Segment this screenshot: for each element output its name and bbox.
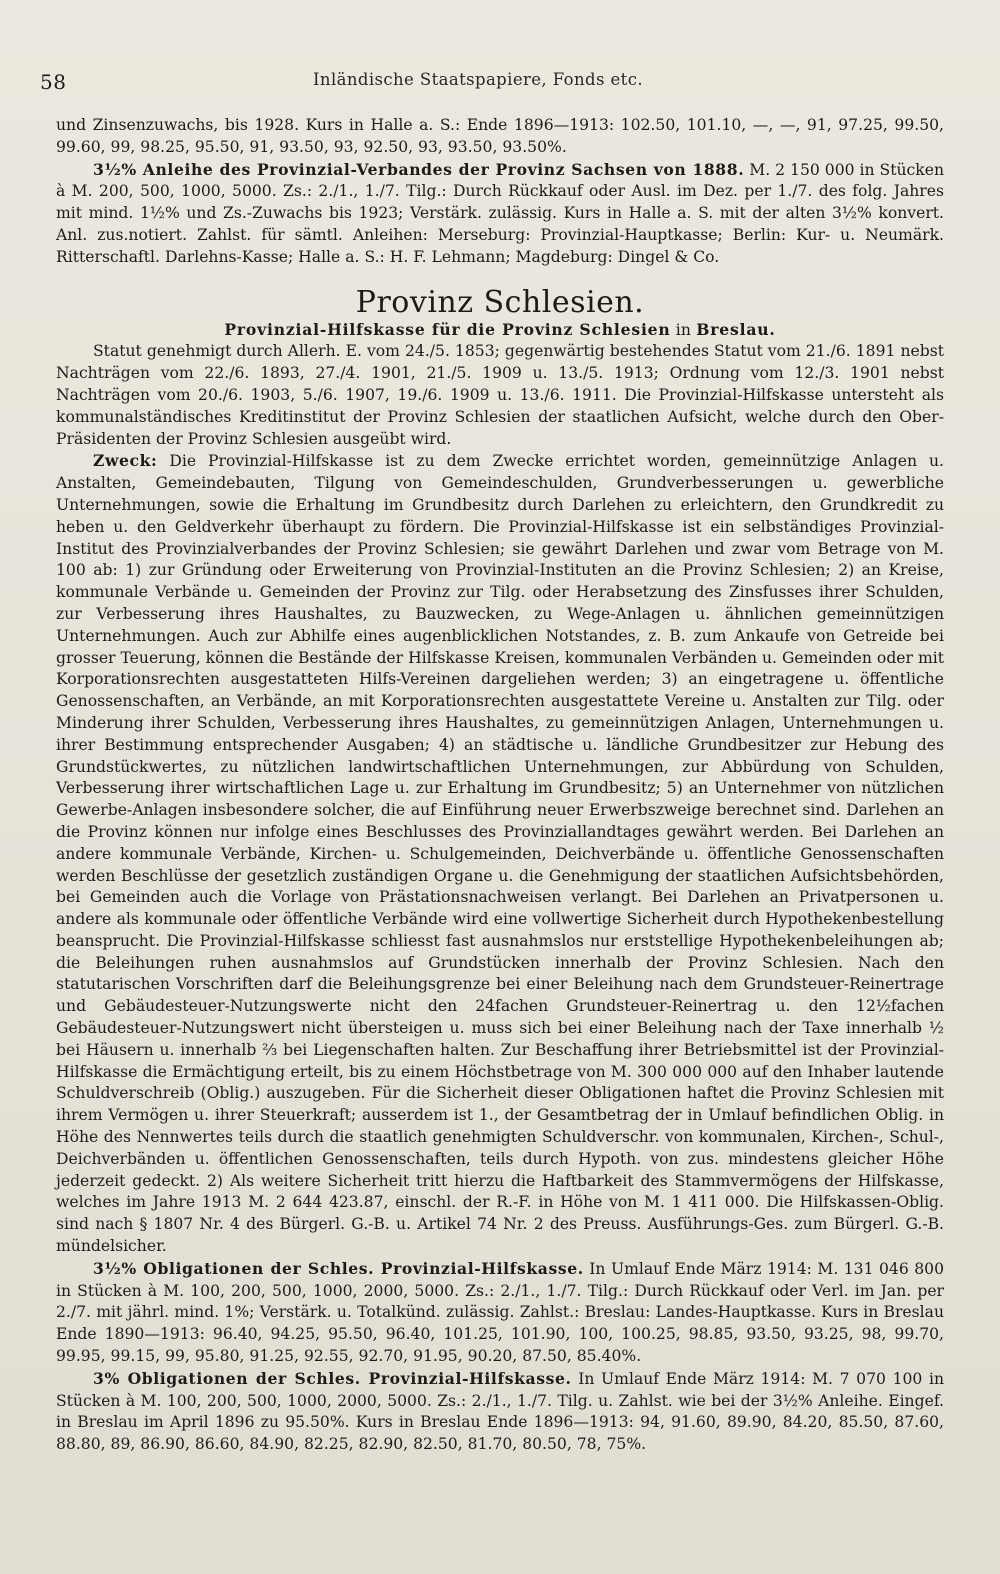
subsection-title-in: in bbox=[670, 320, 697, 339]
running-head bbox=[0, 70, 1000, 94]
zweck-text: Die Provinzial-Hilfskasse ist zu dem Zwecke errichtet worden, gemeinnützige Anlagen u. Anstalten, Gemeindebauten, Tilgung von Gemeindeschulden, Grundverbesserungen u. gewerbliche Unternehmungen, sowie die Erhaltung im Grundbesitz durch Darlehen zu erleichtern, den Grundkredit zu heben u. den Geldverkehr überhaupt zu fördern. Die Provinzial-Hilfskasse ist ein selbständiges Provinzial-Institut des Provinzialverbandes der Provinz Schlesien; sie gewährt Darlehen und zwar vom Betrage von M. 100 ab: 1) zur Gründung oder Erweiterung von Provinzial-Instituten an die Provinz Schlesien; 2) an Kreise, kommunale Verbände u. Gemeinden der Provinz zur Tilg. oder Herabsetzung des Zinsfusses ihrer Schulden, zur Verbesserung ihres Haushaltes, zu Bauzwecken, zu Wege-Anlagen u. ähnlichen gemeinnützigen Unternehmungen. Auch zur Abhilfe eines augenblicklichen Notstandes, z. B. zum Ankaufe von Getreide bei grosser Teuerung, können die Bestände der Hilfskasse Kreisen, kommunalen Verbänden u. Gemeinden oder mit Korporationsrechten ausgestatteten Hilfs-Vereinen dargeliehen werden; 3) an eingetragene u. öffentliche Genossenschaften, an Verbände, an mit Korporationsrechten ausgestattete Vereine u. Anstalten zur Tilg. oder Minderung ihrer Schulden, Verbesserung ihres Haushaltes, zu gemeinnützigen Anlagen, Unternehmungen u. ihrer Bestimmung entsprechender Ausgaben; 4) an städtische u. ländliche Grundbesitzer zur Hebung des Grundstückwertes, zu nützlichen landwirtschaftlichen Unternehmungen, zur Abbürdung von Schulden, Verbesserung ihrer wirtschaftlichen Lage u. zur Erhaltung im Grundbesitz; 5) an Unternehmer von nützlichen Gewerbe-Anlagen insbesondere solcher, die auf Einführung neuer Erwerbszweige berechnet sind. Darlehen an die Provinz können nur infolge eines Beschlusses des Provinziallandtages gewährt werden. Bei Darlehen an andere kommunale Verbände, Kirchen- u. Schulgemeinden, Deichverbände u. öffentliche Genossenschaften werden Beschlüsse der gesetzlich zuständigen Organe u. die Genehmigung der staatlichen Aufsichtsbehörden, bei Gemeinden auch die Vorlage von Prästationsnachweisen verlangt. Bei Darlehen an Privatpersonen u. andere als kommunale oder öffentliche Verbände wird eine vollwertige Sicherheit durch Hypothekenbestellung beansprucht. Die Provinzial-Hilfskasse schliesst fast ausnahmslos nur erststellige Hypothekenbeleihungen ab; die Beleihungen ruhen ausnahmslos auf Grundstücken innerhalb der Provinz Schlesien. Nach den statutarischen Vorschriften darf die Beleihungsgrenze bei einer Beleihung nach dem Grundsteuer-Reinertrage und Gebäudesteuer-Nutzungswerte nicht den 24fachen Grundsteuer-Reinertrag u. den 12½fachen Gebäudesteuer-Nutzungswert nicht übersteigen u. muss sich bei einer Beleihung nach der Taxe innerhalb ½ bei Häusern u. innerhalb ⅔ bei Liegenschaften halten. Zur Beschaffung ihrer Betriebsmittel ist der Provinzial-Hilfskasse die Ermächtigung erteilt, bis zu einem Höchstbetrage von M. 300 000 000 auf den Inhaber lautende Schuldverschreib (Oblig.) auszugeben. Für die Sicherheit dieser Obligationen haftet die Provinz Schlesien mit ihrem Vermögen u. ihrer Steuerkraft; ausserdem ist 1., der Gesamtbetrag der in Umlauf befindlichen Oblig. in Höhe des Nennwertes teils durch die staatlich genehmigten Schuldverschr. von kommunalen, Kirchen-, Schul-, Deichverbänden u. öffentlichen Genossenschaften, teils durch Hypoth. von zus. mindestens gleicher Höhe jederzeit gedeckt. 2) Als weitere Sicherheit tritt hierzu die Haftbarkeit des Stammvermögens der Hilfskasse, welches im Jahre 1913 M. 2 644 423.87, einschl. der R.-F. in Höhe von M. 1 411 000. Die Hilfskassen-Oblig. sind nach § 1807 Nr. 4 des Bürgerl. G.-B. u. Artikel 74 Nr. 2 des Preuss. Ausführungs-Ges. zum Bürgerl. G.-B. mündelsicher. bbox=[56, 452, 944, 1256]
obligationen-3-5-text: In Umlauf Ende März 1914: M. 131 046 800 in Stücken à M. 100, 200, 500, 1000, 2000, 5000. Zs.: 2./1., 1./7. Tilg.: Durch Rückkauf oder Verl. im Jan. per 2./7. mit jährl. mind. 1%; Verstärk. u. Totalkünd. zulässig. Zahlst.: Breslau: Landes-Hauptkasse. Kurs in Breslau Ende 1890—1913: 96.40, 94.25, 95.50, 96.40, 101.25, 101.90, 100, 100.25, 98.85, 93.50, 93.25, 98, 99.70, 99.95, 99.15, 99, 95.80, 91.25, 92.55, 92.70, 91.95, 90.20, 87.50, 85.40%. bbox=[56, 1259, 944, 1366]
paragraph-obligationen-3-5 bbox=[56, 1258, 944, 1368]
section-title: Provinz Schlesien. bbox=[355, 284, 645, 320]
paragraph-statut: Statut genehmigt durch Allerh. E. vom 24./5. 1853; gegenwärtig bestehendes Statut vom 21./6. 1891 nebst Nachträgen vom 22./6. 1893, 27./4. 1901, 21./5. 1909 u. 13./5. 1913; Ordnung vom 12./3. 1901 nebst Nachträgen vom 20./6. 1903, 5./6. 1907, 19./6. 1909 u. 13./6. 1911. Die Provinzial-Hilfskasse untersteht als kommunalständisches Kreditinstitut der Provinz Schlesien der staatlichen Aufsicht, welche durch den Ober-Präsidenten der Provinz Schlesien ausgeübt wird. bbox=[56, 342, 944, 448]
paragraph-obligationen-3 bbox=[56, 1368, 944, 1456]
subsection-title-city: Breslau. bbox=[696, 319, 776, 339]
obligationen-3-text: In Umlauf Ende März 1914: M. 7 070 100 in Stücken à M. 100, 200, 500, 1000, 2000, 5000. Zs.: 2./1., 1./7. Tilg. u. Zahlst. wie bei der 3½% Anleihe. Eingef. in Breslau im April 1896 zu 95.50%. Kurs in Breslau Ende 1896—1913: 94, 91.60, 89.90, 84.20, 85.50, 87.60, 88.80, 89, 86.90, 86.60, 84.90, 82.25, 82.90, 82.50, 81.70, 80.50, 78, 75%. bbox=[56, 1369, 944, 1454]
obligationen-3-heading: 3% Obligationen der Schles. Provinzial-Hilfskasse. bbox=[93, 1368, 572, 1388]
paragraph-anleihe-1888 bbox=[56, 159, 944, 269]
zweck-label: Zweck: bbox=[93, 451, 158, 471]
anleihe-1888-text: M. 2 150 000 in Stücken à M. 200, 500, 1000, 5000. Zs.: 2./1., 1./7. Tilg.: Durch Rückkauf oder Ausl. im Dez. per 1./7. des folg. Jahres mit mind. 1½% und Zs.-Zuwachs bis 1923; Verstärk. zulässig. Kurs in Halle a. S. mit der alten 3½% konvert. Anl. zus.notiert. Zahlst. für sämtl. Anleihen: Merseburg: Provinzial-Hauptkasse; Berlin: Kur- u. Neumärk. Ritterschaftl. Darlehns-Kasse; Halle a. S.: H. F. Lehmann; Magdeburg: Dingel & Co. bbox=[56, 160, 945, 266]
body-text bbox=[56, 115, 944, 1456]
subsection-title-bold: Provinzial-Hilfskasse für die Provinz Schlesien bbox=[224, 319, 671, 339]
subsection-title bbox=[56, 319, 944, 342]
paragraph-zweck bbox=[56, 450, 944, 1257]
running-title: Inländische Staatspapiere, Fonds etc. bbox=[313, 70, 643, 89]
obligationen-3-5-heading: 3½% Obligationen der Schles. Provinzial-Hilfskasse. bbox=[93, 1258, 584, 1278]
anleihe-1888-heading: 3½% Anleihe des Provinzial-Verbandes der Provinz Sachsen von 1888. bbox=[93, 159, 745, 179]
paragraph-continuation: und Zinsenzuwachs, bis 1928. Kurs in Halle a. S.: Ende 1896—1913: 102.50, 101.10, —, —, 91, 97.25, 99.50, 99.60, 99, 98.25, 95.50, 91, 93.50, 93, 92.50, 93, 93.50, 93.50%. bbox=[56, 116, 944, 156]
page-number: 58 bbox=[40, 70, 67, 94]
